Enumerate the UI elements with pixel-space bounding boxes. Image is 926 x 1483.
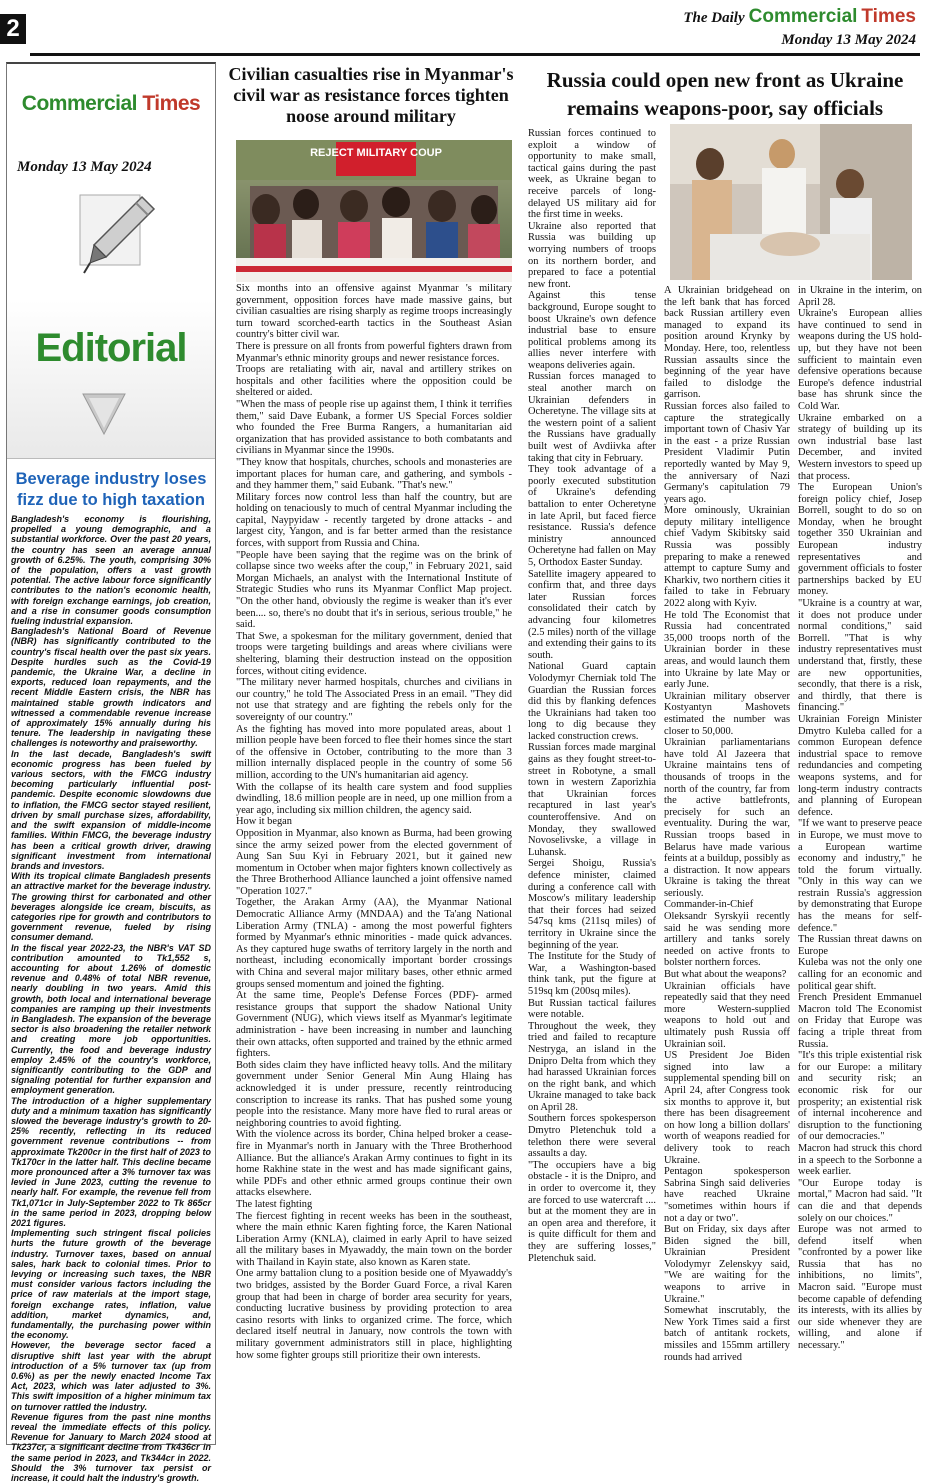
protest-photo-illustration bbox=[236, 140, 512, 282]
russia-paragraph: Ukrainian officials have repeatedly said that they need more Western-supplied weapons to hold out and ultimately push Russia off Ukrainian soil. bbox=[664, 980, 790, 1050]
protest-sign-text: REJECT MILITARY COUP bbox=[310, 147, 442, 159]
russia-paragraph: French President Emmanuel Macron told The Economist on Friday that Europe was facing a triple threat from Russia. bbox=[798, 992, 922, 1050]
russia-headline: Russia could open new front as Ukraine remains weapons-poor, say officials bbox=[546, 68, 904, 120]
editorial-paragraph: In the last decade, Bangladesh's swift economic progress has been fueled by various sectors, with the FMCG industry becoming particularly influential post-pandemic. Despite economic slowdowns due to inflation, the FMCG sector stayed resilient, driven by small purchase sizes, affordability, and the swift expansion of middle-income families. Within FMCG, the beverage industry has been a critical growth driver, drawing significant investment from international brands and investors. bbox=[11, 748, 211, 871]
myanmar-paragraph: There is pressure on all fronts from powerful fighters drawn from Myanmar's ethnic minority groups and newer resistance forces. bbox=[236, 340, 512, 364]
russia-paragraph: They took advantage of a poorly executed substitution of Ukraine's defending battalion to enter Ocheretyne in late April, but faced fierce resistance. Russia's defence ministry announced Ocheretyne had fallen on May 5, Orthodox Easter Sunday. bbox=[528, 464, 656, 568]
top-rule bbox=[30, 53, 920, 56]
myanmar-paragraph: As the fighting has moved into more populated areas, about 1 million people have been forced to flee their homes since the start of the offensive in October, contributing to the more than 3 million internally displaced people in the country of some 56 million, according to the UN's humanitarian aid agency. bbox=[236, 723, 512, 781]
russia-paragraph: Russian forces managed to steal another march on Ukrainian defenders in Ocheretyne. The village sits at the western point of a salient the Russians have gradually built west of Avdiivka after taking that city in February. bbox=[528, 371, 656, 464]
myanmar-paragraph: Six months into an offensive against Myanmar 's military government, opposition forces have made massive gains, but civilian casualties are rising sharply as regime troops increasingly turn toward scorched-earth tactics in the Southeast Asian country's bitter civil war. bbox=[236, 283, 512, 341]
russia-paragraph: Russian forces made marginal gains as they fought street-to-street in Robotyne, a small town in western Zaporizhia that Ukrainian forces recaptured in last year's counteroffensive. And on Monday, they swallowed Novoselivske, a village in Luhansk. bbox=[528, 742, 656, 858]
myanmar-paragraph: Together, the Arakan Army (AA), the Myanmar National Democratic Alliance Army (MNDAA) and the Ta'ang National Liberation Army (TNLA) - among the most powerful fighters formed by Myanmar's ethnic minorities - made quick advances. As they captured huge swaths of territory largely in the north and northeast, including economically important border crossings with China and several major military bases, other ethnic armed groups sensed momentum and joined the fighting. bbox=[236, 897, 512, 990]
editorial-title: Editorial bbox=[35, 326, 187, 370]
editorial-paragraph: However, the beverage sector faced a disruptive shift last year with the abrupt introduction of a 5% turnover tax (up from 0.6%) as per the newly enacted Income Tax Act, 2023, which was later adjusted to 3%. This swift imposition of a higher minimum tax on turnover rattled the industry. bbox=[11, 1340, 211, 1412]
myanmar-paragraph: One army battalion clung to a position beside one of Myawaddy's two bridges, assisted by the Border Guard Force, a rival Karen group that had been in charge of border area security for years, conducting lucrative business by providing protection to area casino resorts with links to organized crime. The force, which declared itself neutral in January, now controls the town with military government administrators still in place, highlighting how some fighter groups still prioritize their own interests. bbox=[236, 1268, 512, 1361]
myanmar-body bbox=[236, 283, 512, 1361]
myanmar-paragraph: "The military never harmed hospitals, churches and civilians in our country," he told The Associated Press in an email. "They did not use that strategy and are fighting the rebels only for the sovereignty of our country." bbox=[236, 677, 512, 723]
russia-paragraph: "If we want to preserve peace in Europe, we must move to a European wartime economy and industry," he told the forum virtually. "Only in this way can we restrain Russia's aggression by demonstrating that Europe has the means for self-defence." bbox=[798, 818, 922, 934]
myanmar-paragraph: Opposition in Myanmar, also known as Burma, had been growing since the army seized power from the elected government of Aung San Suu Kyi in February 2021, but it gained new momentum in October when major fighters known collectively as the Three Brotherhood Alliance launched a joint offensive named "Operation 1027." bbox=[236, 827, 512, 897]
russia-paragraph: Somewhat inscrutably, the New York Times said a first batch of antitank rockets, missiles and 155mm artillery rounds had arrived bbox=[664, 1305, 790, 1363]
russia-paragraph: A Ukrainian bridgehead on the left bank that has forced back Russian artillery even managed to expand its position around Krynky by Monday. Here, too, relentless Russian assaults since the beginning of the year have failed to dislodge the garrison. bbox=[664, 285, 790, 401]
sidebar-brand-green: Commercial bbox=[21, 92, 138, 115]
hospital-photo-illustration bbox=[670, 124, 912, 280]
myanmar-paragraph: The fiercest fighting in recent weeks has been in the southeast, where the main ethnic Karen fighting force, the Karen National Liberation Army (KNLA), claimed in early April to have seized all the military bases in Myawaddy, the main town on the border with Thailand in Kayin state, also known as Karen state. bbox=[236, 1210, 512, 1268]
masthead bbox=[683, 6, 916, 49]
russia-paragraph: Russian forces also failed to capture the strategically important town of Chasiv Yar in the east - a prize Russian President Vladimir Putin reportedly wanted by May 9, the anniversary of Nazi Germany's capitulation 79 years ago. bbox=[664, 400, 790, 505]
myanmar-paragraph: At the same time, People's Defense Forces (PDF)- armed resistance groups that support the shadow National Unity Government (NUG), which views itself as Myanmar's legitimate administration - have been increasing in number and launching their own attacks, often supported and trained by the ethnic armed fighters. bbox=[236, 990, 512, 1060]
editorial-sidebar bbox=[6, 62, 216, 1483]
myanmar-paragraph: "When the mass of people rise up against them, I think it terrifies them," said Dave Eubank, a former US Special Forces soldier who founded the Free Burma Rangers, a humanitarian aid organization that has provided assistance to both combatants and civilians in Myanmar since the 1990s. bbox=[236, 398, 512, 457]
myanmar-subhead: The latest fighting bbox=[236, 1198, 313, 1210]
editorial-paragraph: Implementing such stringent fiscal policies hurts the future growth of the beverage industry. Turnover taxes, based on annual sales, hark back to colonial times. Prior to levying or increasing such taxes, the NBR must consider various factors including the price of raw materials at the import stage, foreign exchange rates, inflation, value addition, market dynamics, and, fundamentally, the purchasing power within the economy. bbox=[11, 1228, 211, 1341]
myanmar-subhead: How it began bbox=[236, 816, 292, 828]
russia-paragraph: US President Joe Biden signed into law a supplemental spending bill on April 24, after Congress took six months to approve it, but there has been disagreement on how long a billion dollars' worth of weapons readied for delivery took to reach Ukraine. bbox=[664, 1050, 790, 1166]
russia-paragraph: Ukraine also reported that Russia was building up worrying numbers of troops on its northern border, and prepared to face a potential new front. bbox=[528, 220, 656, 290]
myanmar-paragraph: With the collapse of its health care system and food supplies dwindling, 18.6 million people are in need, up one million from a year ago, including six million children, the agency said. bbox=[236, 781, 512, 816]
russia-paragraph: Pentagon spokesperson Sabrina Singh said deliveries have reached Ukraine "sometimes within hours if not a day or two". bbox=[664, 1166, 790, 1224]
russia-paragraph: Throughout the week, they tried and failed to recapture Nestryga, an island in the Dnipro Delta from which they had harassed Ukrainian forces on the right bank, and which Ukraine managed to take back on April 28. bbox=[528, 1020, 656, 1113]
editorial-paragraph: With its tropical climate Bangladesh presents an attractive market for the beverage industry. The growing thirst for carbonated and other beverages alongside ice cream, biscuits, as categories ripe for growth and contributors to government revenue, fueled by rising consumer demand. bbox=[11, 871, 211, 943]
russia-paragraph: "It's this triple existential risk for our Europe: a military and security risk; an economic risk for our prosperity; an existential risk of internal incoherence and disruption to the functioning of our democracies." bbox=[798, 1050, 922, 1143]
editorial-headline: Beverage industry loses fizz due to high taxation bbox=[15, 470, 207, 509]
russia-paragraph: Ukrainian parliamentarians have told Al Jazeera that Ukraine maintains tens of thousands of troops in the north of the country, far from the active battlefronts, precisely for such an eventuality. During the war, Russian troops based in Belarus have made various feints at a buildup, possibly as a distraction. It now appears Ukraine is taking the threat seriously. bbox=[664, 737, 790, 899]
masthead-brand-green: Commercial bbox=[748, 6, 858, 27]
russia-paragraph: Satellite imagery appeared to confirm that, and three days later Russian forces consolidated their catch by advancing four kilometres (2.5 miles) north of the village and extending their gains to its south. bbox=[528, 568, 656, 661]
masthead-date: Monday 13 May 2024 bbox=[781, 32, 916, 48]
russia-hospital-photo bbox=[670, 124, 912, 280]
russia-paragraph: in Ukraine in the interim, on April 28. bbox=[798, 285, 922, 308]
russia-paragraph: "The occupiers have a big obstacle - it is the Dnipro, and in order to overcome it, they are forced to use watercraft .... but at the moment they are in an open area and therefore, it is quite difficult for them and they are suffering losses," Pletenchuk said. bbox=[528, 1159, 656, 1264]
russia-column-1 bbox=[528, 128, 656, 1264]
editorial-paragraph: The introduction of a higher supplementary duty and a minimum taxation has significantly slowed the beverage industry's growth to 20-25% recently, reflecting in its reduced government revenue contributions -- from approximate Tk200cr in the first half of 2023 to Tk170cr in the latter half. This decline became more pronounced after a 3% turnover tax was levied in June 2023, cutting the revenue to nearly half. For example, the revenue fell from Tk1,071cr in July-September 2022 to Tk 865cr in the same period in 2023, dropping below 2021 figures. bbox=[11, 1095, 211, 1229]
myanmar-paragraph: Troops are retaliating with air, naval and artillery strikes on hospitals and other facilities where the opposition could be sheltered or aided. bbox=[236, 364, 512, 399]
russia-paragraph: But Russian tactical failures were notable. bbox=[528, 997, 656, 1021]
russia-paragraph: "Our Europe today is mortal," Macron had said. "It can die and that depends solely on our choices." bbox=[798, 1177, 922, 1224]
masthead-the-daily: The Daily bbox=[683, 10, 745, 26]
editorial-body bbox=[11, 514, 211, 1483]
myanmar-paragraph: "People have been saying that the regime was on the brink of collapse since two weeks after the coup," in February 2021, said Morgan Michaels, an analyst with the International Institute of Strategic Studies who runs its Myanmar Conflict Map project. "On the other hand, obviously the regime is weaker than it's ever been.... so, there's no doubt that it's in serious, serious trouble," he said. bbox=[236, 549, 512, 631]
sidebar-date: Monday 13 May 2024 bbox=[17, 159, 152, 175]
russia-paragraph: Commander-in-Chief Oleksandr Syrskyii recently said he was sending more artillery and tanks sorely needed on active fronts to bolster northern forces. bbox=[664, 899, 790, 969]
russia-paragraph: Europe was not armed to defend itself when "confronted by a power like Russia that has no inhibitions, no limits", Macron said. "Europe must become capable of defending its interests, with its allies by our side whenever they are willing, and alone if necessary." bbox=[798, 1224, 922, 1352]
russia-paragraph: Southern forces spokesperson Dmytro Pletenchuk told a telethon there were several assaults a day. bbox=[528, 1113, 656, 1160]
russia-subhead: The Russian threat dawns on Europe bbox=[798, 934, 922, 957]
russia-paragraph: More ominously, Ukrainian deputy military intelligence chief Vadym Skibitsky said Russia was possibly preparing to make a renewed attempt to capture Sumy and Kharkiv, two northern cities it failed to take in February 2022 along with Kyiv. bbox=[664, 505, 790, 610]
editorial-paragraph: Bangladesh's National Board of Revenue (NBR) has significantly contributed to the country's fiscal health over the past six years. Despite hurdles such as the Covid-19 pandemic, the Ukraine War, a decline in exports, reduced loan repayments, and the recent Middle Eastern crisis, the NBR has maintained stable growth indicators and witnessed a commendable revenue increase of approximately 15% annually during his tenure. The leadership in navigating these challenges is noteworthy and praiseworthy. bbox=[11, 626, 211, 749]
russia-paragraph: Macron had struck this chord in a speech to the Sorbonne a week earlier. bbox=[798, 1142, 922, 1178]
myanmar-protest-photo bbox=[236, 140, 512, 282]
myanmar-paragraph: Both sides claim they have inflicted heavy tolls. And the military government under Senior General Min Aung Hlaing has acknowledged it is under pressure, recently reintroducing conscription to increase its ranks. That has pushed some young people into the resistance. Many more have fled to rural areas or neighboring countries to avoid fighting. bbox=[236, 1059, 512, 1129]
editorial-paragraph: Revenue figures from the past nine months reveal the immediate effects of this policy. Revenue for January to March 2024 stood at Tk237cr, a significant decline from Tk436cr in the same period in 2023, and Tk344cr in 2022. Should the 3% turnover tax persist or increase, it could halt the industry's growth. bbox=[11, 1411, 211, 1483]
myanmar-paragraph: That Swe, a spokesman for the military government, denied that troops were targeting buildings and areas where civilians were sheltering, blaming their destruction instead on the opposition forces, without citing evidence. bbox=[236, 630, 512, 677]
masthead-brand-red: Times bbox=[861, 6, 916, 27]
russia-paragraph: He told The Economist that Russia had concentrated 35,000 troops north of the Ukrainian border in these areas, and would launch them into Ukraine by late May or early June. bbox=[664, 609, 790, 691]
russia-paragraph: Russian forces continued to exploit a window of opportunity to make small, tactical gains during the past week, as Ukraine began to receive parcels of long-delayed US military aid for the first time in weeks. bbox=[528, 128, 656, 221]
russia-paragraph: Against this tense background, Europe sought to boost Ukraine's own defence industrial base to ensure political problems among its allies never interfere with weapons deliveries again. bbox=[528, 290, 656, 371]
russia-column-3 bbox=[798, 285, 922, 1352]
russia-paragraph: The Institute for the Study of War, a Washington-based think tank, put the figure at 519sq km (200sq miles). bbox=[528, 951, 656, 997]
sidebar-banner bbox=[7, 64, 215, 459]
arrow-down-icon bbox=[81, 390, 127, 438]
russia-paragraph: National Guard captain Volodymyr Cherniak told The Guardian the Russian forces did this by flanking defences the Ukrainians had taken too long to dig because they lacked construction crews. bbox=[528, 661, 656, 742]
myanmar-paragraph: With the violence across its border, China helped broker a cease-fire in Myanmar's north in January with the Three Brotherhood Alliance. But the alliance's Arakan Army continues to fight in its home Rakhine state in the west and has made significant gains, while PDFs and other ethnic armed groups continue their own attacks elsewhere. bbox=[236, 1129, 512, 1199]
sidebar-brand-red: Times bbox=[142, 92, 201, 115]
russia-paragraph: Ukrainian Foreign Minister Dmytro Kuleba called for a common European defence industrial space to remove redundancies and competing weapons systems, and for long-term industry contracts and planning of European defence. bbox=[798, 713, 922, 818]
russia-paragraph: Ukraine's European allies have continued to send in weapons during the US hold-up, but they have not been sufficient to maintain even defensive operations because Europe's defence industrial base has shrunk since the Cold War. bbox=[798, 308, 922, 412]
myanmar-paragraph: Military forces now control less than half the country, but are holding on tenaciously to much of central Myanmar including the capital, Naypyidaw - recently targeted by drone attacks - and largest city, Yangon, and is far better armed than the resistance forces, with support from Russia and China. bbox=[236, 491, 512, 550]
russia-paragraph: Kuleba was not the only one calling for an economic and political gear shift. bbox=[798, 957, 922, 992]
page-number: 2 bbox=[0, 14, 26, 44]
russia-paragraph: Sergei Shoigu, Russia's defence minister, claimed during a conference call with Moscow's military leadership that their forces had seized 547sq kms (211sq miles) of territory in Ukraine since the beginning of the year. bbox=[528, 858, 656, 951]
editorial-paragraph: Bangladesh's economy is flourishing, propelled a young demographic, and a substantial workforce. Over the past 20 years, the country has seen an average annual growth of 6.25%. The youth, comprising 30% of the population, offers a vast growth potential. The active labour force significantly contributes to the nation's economic health, with foreign exchange earnings, job creation, and a rise in consumer goods consumption fueling industrial expansion. bbox=[11, 514, 211, 627]
russia-subhead: But what about the weapons? bbox=[664, 969, 787, 981]
editorial-paragraph: In the fiscal year 2022-23, the NBR's VAT SD contribution amounted to Tk1,552 s, accounting for about 1.26% of domestic revenue and 0.48% of total NBR revenue, nearly doubling in two years. Amid this growth, both local and international beverage companies are ramping up their investments in Bangladesh. The expansion of the beverage sector is also broadening the retailer network and creating more job opportunities. Currently, the food and beverage industry employ 2.45% of the country's workforce, significantly contributing to the GDP and signaling potential for further expansion and employment generation. bbox=[11, 942, 211, 1096]
myanmar-paragraph: "They know that hospitals, churches, schools and monasteries are important places for human care, and gathering, and symbols - and they hammer them," said Eubank. "That's new." bbox=[236, 456, 512, 492]
russia-paragraph: Ukrainian military observer Kostyantyn Mashovets estimated the number was closer to 50,000. bbox=[664, 690, 790, 737]
russia-paragraph: The European Union's foreign policy chief, Josep Borrell, sought to do so on Monday, when he brought together 350 Ukrainian and European industry representatives and government officials to foster partnerships backed by EU money. bbox=[798, 482, 922, 598]
pen-icon bbox=[72, 189, 162, 279]
russia-paragraph: But on Friday, six days after Biden signed the bill, Ukrainian President Volodymyr Zelenskyy said, "We are waiting for the weapons to arrive in Ukraine." bbox=[664, 1224, 790, 1305]
myanmar-headline: Civilian casualties rise in Myanmar's civil war as resistance forces tighten noose around military bbox=[228, 64, 514, 126]
russia-paragraph: Ukraine embarked on a strategy of building up its own industrial base last December, and invited Western investors to speed up that process. bbox=[798, 412, 922, 482]
russia-paragraph: "Ukraine is a country at war, it does not produce under normal conditions," said Borrell. "That is why industry representatives must understand that, firstly, these are new opportunities, secondly, that there is a risk, and thirdly, that there is financing." bbox=[798, 598, 922, 714]
sidebar-brand bbox=[7, 92, 215, 116]
russia-column-2 bbox=[664, 285, 790, 1363]
